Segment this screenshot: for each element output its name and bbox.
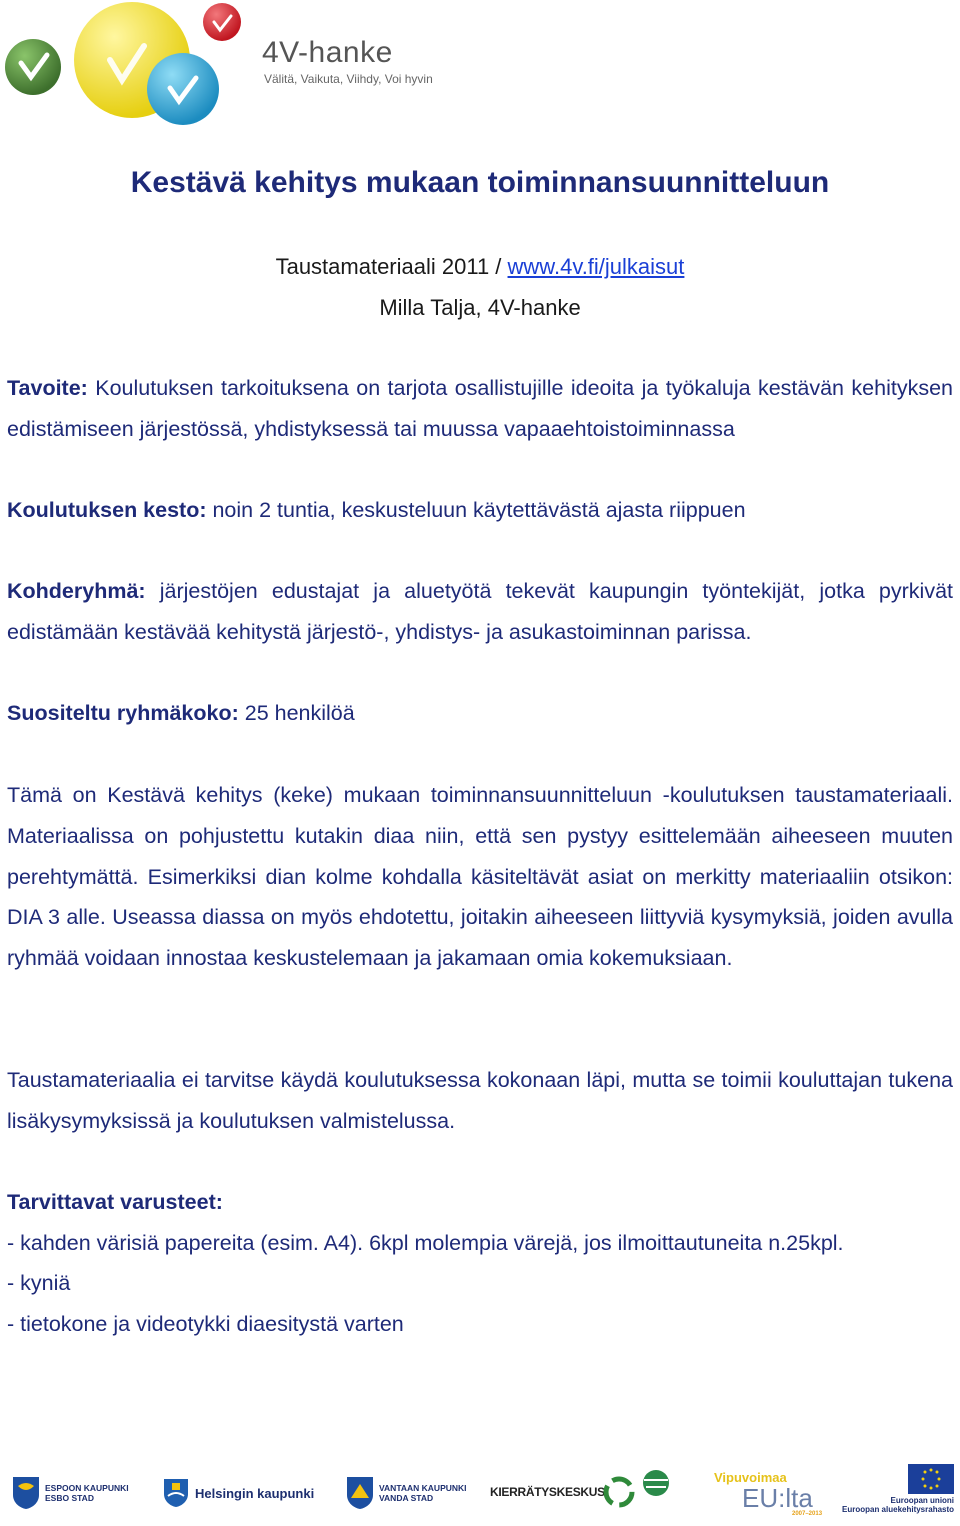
group-size-label: Suositeltu ryhmäkoko:	[7, 701, 239, 725]
vantaa-name-fi: VANTAAN KAUPUNKI	[379, 1483, 467, 1493]
group-size-text: 25 henkilöä	[238, 701, 355, 725]
helsinki-name: Helsingin kaupunki	[195, 1485, 315, 1501]
target-group-text: järjestöjen edustajat ja aluetyötä tekevät kaupungin työntekijät, jotka pyrkivät edistämään kestävää kehitystä järjestö-, yhdistys- ja asukastoiminnan parissa.	[7, 579, 953, 644]
espoo-crest-icon	[12, 1476, 40, 1510]
espoo-logo	[12, 1476, 129, 1510]
vantaa-name-sv: VANDA STAD	[379, 1493, 434, 1503]
logo-name: 4V-hanke	[262, 36, 393, 69]
vantaa-crest-icon	[346, 1476, 374, 1510]
helsinki-crest-icon	[163, 1478, 189, 1508]
goal-paragraph	[7, 368, 953, 450]
goal-text: Koulutuksen tarkoituksena on tarjota osallistujille ideoita ja työkaluja kestävän kehityksen edistämiseen järjestössä, yhdistyksessä tai muussa vapaaehtoistoiminnassa	[7, 376, 953, 441]
helsinki-logo	[163, 1478, 314, 1508]
meta-prefix: Taustamateriaali 2011 /	[275, 254, 508, 279]
kierratyskeskus-name: KIERRÄTYSKESKUS	[490, 1485, 605, 1499]
duration-paragraph	[7, 490, 953, 531]
goal-label: Tavoite:	[7, 376, 88, 400]
kierratyskeskus-logo	[490, 1474, 637, 1510]
equipment-heading	[7, 1182, 953, 1223]
espoo-name-fi: ESPOON KAUPUNKI	[45, 1483, 129, 1493]
vipuvoimaa-eu: EU:lta	[742, 1483, 813, 1513]
eu-logo	[842, 1464, 954, 1514]
logo-tagline: Välitä, Vaikuta, Viihdy, Voi hyvin	[264, 72, 433, 86]
vantaa-logo	[346, 1476, 467, 1510]
eu-fund: Euroopan aluekehitysrahasto	[842, 1505, 955, 1514]
eu-name: Euroopan unioni	[890, 1496, 955, 1505]
sponsor-footer	[0, 1462, 960, 1526]
vipuvoimaa-title: Vipuvoimaa	[714, 1470, 787, 1485]
page-title: Kestävä kehitys mukaan toiminnansuunnitteluun	[130, 166, 830, 199]
equipment-item: - kahden värisiä papereita (esim. A4). 6kpl molempia värejä, jos ilmoittautuneita n.25kpl.	[7, 1231, 844, 1255]
equipment-item: - kyniä	[7, 1271, 71, 1295]
publications-link[interactable]: www.4v.fi/julkaisut	[507, 254, 685, 279]
globe-icon	[638, 1468, 674, 1498]
eu-flag-icon	[908, 1464, 954, 1494]
partner-logo	[638, 1468, 674, 1498]
vipuvoimaa-logo	[714, 1470, 822, 1517]
equipment-item: - tietokone ja videotykki diaesitystä varten	[7, 1312, 404, 1336]
equipment-label: Tarvittavat varusteet:	[7, 1190, 223, 1214]
logo-balls-icon	[0, 0, 260, 130]
logo	[0, 0, 520, 130]
intro-paragraph: Tämä on Kestävä kehitys (keke) mukaan toiminnansuunnitteluun -koulutuksen taustamateriaali. Materiaalissa on pohjustettu kutakin diaa niin, että sen pystyy esittelemään aiheeseen muuten perehtymättä. Esimerkiksi dian kolme kohdalla käsiteltävät asiat on merkitty materiaaliin otsikon: DIA 3 alle. Useassa diassa on myös ehdotettu, joitakin aiheeseen liittyviä kysymyksiä, joiden avulla ryhmää voidaan innostaa keskustelemaan ja jakamaan omia kokemuksiaan.	[7, 783, 953, 971]
target-group-paragraph	[7, 571, 953, 653]
usage-paragraph: Taustamateriaalia ei tarvitse käydä koulutuksessa kokonaan läpi, mutta se toimii kouluttajan tukena lisäkysymyksissä ja koulutuksen valmistelussa.	[7, 1068, 953, 1133]
target-group-label: Kohderyhmä:	[7, 579, 146, 603]
group-size-paragraph	[7, 693, 953, 734]
vipuvoimaa-years: 2007–2013	[792, 1511, 823, 1517]
espoo-name-sv: ESBO STAD	[45, 1493, 94, 1503]
recycle-icon	[601, 1474, 637, 1510]
duration-text: noin 2 tuntia, keskusteluun käytettävästä ajasta riippuen	[206, 498, 746, 522]
duration-label: Koulutuksen kesto:	[7, 498, 207, 522]
author-line: Milla Talja, 4V-hanke	[379, 295, 581, 320]
meta-line	[0, 254, 960, 280]
